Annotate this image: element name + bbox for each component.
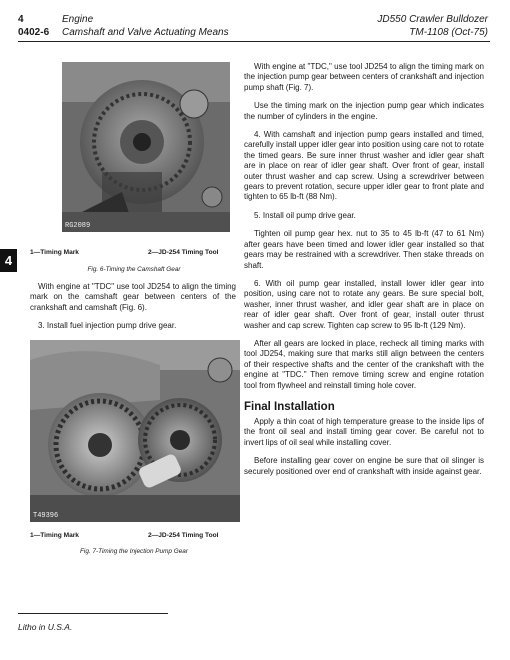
fig7-photo-image xyxy=(30,340,240,522)
left-paragraph-2: 3. Install fuel injection pump drive gear. xyxy=(38,321,177,331)
chapter-title: Engine xyxy=(62,14,94,25)
right-paragraph-2: Use the timing mark on the injection pump gear which indicates the number of cylinders in the engine. xyxy=(244,101,484,121)
right-paragraph-5: Tighten oil pump gear hex. nut to 35 to 45 lb-ft (47 to 61 Nm) after gears have been timed and lower idler gear installed so that gears may be restrained with a screwdriver. Then stake threads on shaft. xyxy=(244,229,484,270)
final-installation-heading: Final Installation xyxy=(244,400,335,413)
fig7-label-1: 1—Timing Mark xyxy=(30,532,79,539)
left-paragraph-1: With engine at "TDC" use tool JD254 to align the timing mark on the camshaft gear between centers of the crankshaft and camshaft (Fig. 6). xyxy=(30,282,236,312)
right-paragraph-1: With engine at "TDC," use tool JD254 to align the timing mark on the injection pump gear between centers of crankshaft and injection pump shaft (Fig. 7). xyxy=(244,62,484,92)
left-column xyxy=(30,282,236,332)
manual-id: TM-1108 (Oct-75) xyxy=(409,27,488,38)
fig6-photo xyxy=(62,62,230,232)
right-paragraph-7: After all gears are locked in place, recheck all timing marks with tool JD254, making sure that marks still align between the centers of their respective shafts and the center of the crankshaft with the engine at "TDC." Then remove timing screw and engine rotation tool from flywheel and reinstall timing hole cover. xyxy=(244,338,484,390)
fig6-caption: Fig. 6-Timing the Camshaft Gear xyxy=(87,266,181,273)
right-paragraph-3: 4. With camshaft and injection pump gears installed and timed, carefully install upper idler gear into position using care not to rotate the timed gears. Be sure inner thrust washer and idler gear shaft are in place on rear of idler gear shaft. Over front of gear, install outer thrust washer and cap screw. Using a screwdriver between gears to prevent rotation, secure upper idler gear to front plate and tighten to 65 lb-ft (88 Nm). xyxy=(244,130,484,202)
right-paragraph-6: 6. With oil pump gear installed, install lower idler gear into position, using care not to rotate any gears. Be sure special bolt, washer, inner thrust washer, and idler gear shaft are in place on rear of idler gear shaft. Over front of gear, install outer thrust washer and cap screw. Tighten cap screw to 95 lb-ft (129 Nm). xyxy=(244,278,484,330)
page-number: 4 xyxy=(18,14,24,25)
footer-text: Litho in U.S.A. xyxy=(18,622,73,632)
right-paragraph-4: 5. Install oil pump drive gear. xyxy=(254,210,356,220)
fig7-label-2: 2—JD-254 Timing Tool xyxy=(148,532,219,539)
section-tab: 4 xyxy=(0,249,17,272)
fig6-photo-image xyxy=(62,62,230,232)
footer-rule xyxy=(18,613,168,614)
fig7-caption: Fig. 7-Timing the Injection Pump Gear xyxy=(80,548,188,555)
right-column xyxy=(244,62,484,477)
machine-title: JD550 Crawler Bulldozer xyxy=(377,14,488,25)
fig6-photo-id: RG2089 xyxy=(65,222,91,230)
right-paragraph-8: Apply a thin coat of high temperature grease to the inside lips of the front oil seal and install timing gear cover. Be careful not to invert lips of oil seal while installing cover. xyxy=(244,416,484,447)
section-number: 0402-6 xyxy=(18,27,50,38)
fig7-photo-id: T49396 xyxy=(33,512,59,520)
fig6-label-1: 1—Timing Mark xyxy=(30,249,79,256)
header-rule xyxy=(18,41,490,42)
fig7-photo xyxy=(30,340,240,522)
topic-title: Camshaft and Valve Actuating Means xyxy=(62,27,229,38)
right-paragraph-9: Before installing gear cover on engine be sure that oil slinger is securely positioned over end of crankshaft with inside against gear. xyxy=(244,456,484,476)
fig6-label-2: 2—JD-254 Timing Tool xyxy=(148,249,219,256)
